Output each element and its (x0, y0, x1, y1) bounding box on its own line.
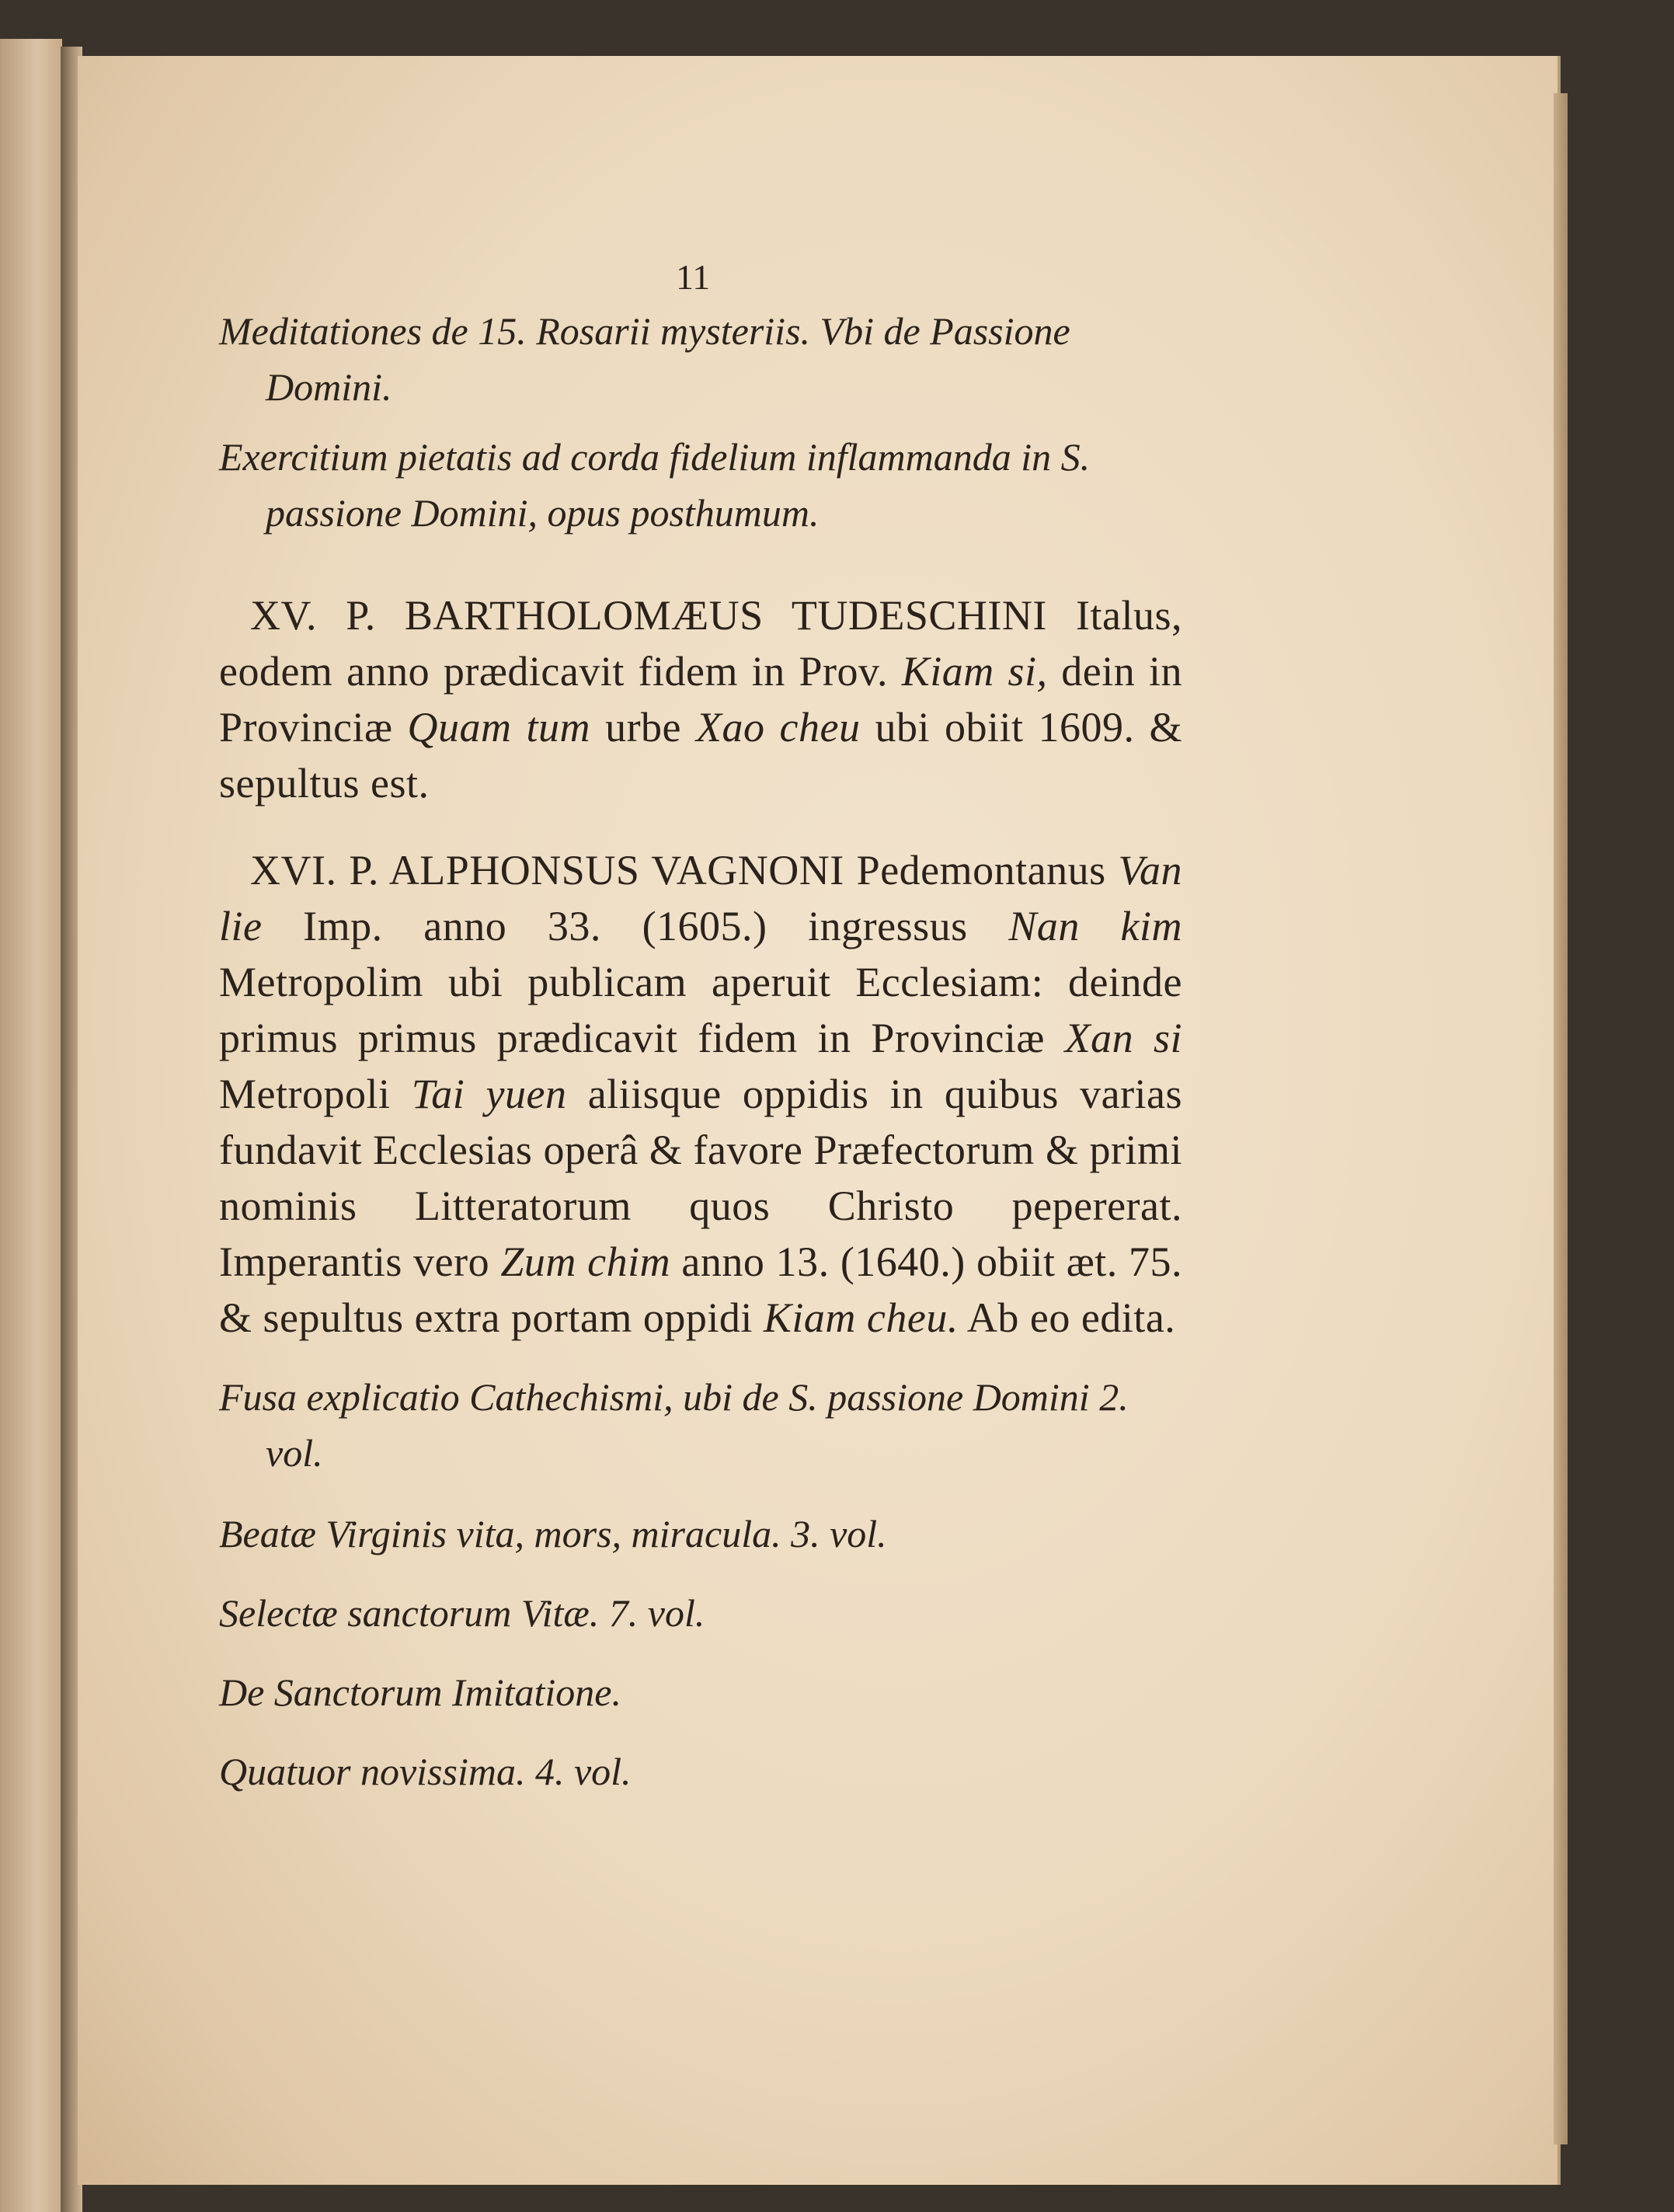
work-title: Fusa explicatio Cathechismi, ubi de S. passione Domini 2. vol. (219, 1375, 1129, 1475)
page-fore-edge (1554, 93, 1568, 2144)
place-name: Xan si (1064, 1015, 1182, 1061)
bio-heading: XVI. P. ALPHONSUS VAGNONI (250, 847, 844, 894)
bio-heading: XV. P. BARTHOLOMÆUS TUDESCHINI (250, 592, 1047, 639)
left-page-edge (0, 39, 62, 2212)
place-name: Xao cheu (696, 704, 861, 751)
emperor-name: Van lie (219, 847, 1183, 949)
work-title: Exercitium pietatis ad corda fidelium inflammanda in S. passione Domini, opus posthumum. (219, 435, 1091, 535)
place-name: Quam tum (407, 704, 591, 751)
work-title: Selectæ sanctorum Vitæ. 7. vol. (219, 1591, 705, 1635)
biography-xv: XV. P. BARTHOLOMÆUS TUDESCHINI Italus, eodem anno prædicavit fidem in Prov. Kiam si, dein in Provinciæ Quam tum urbe Xao cheu ubi obiit 1609. & sepultus est. (219, 592, 1183, 806)
work-title: Quatuor novissima. 4. vol. (219, 1750, 632, 1793)
page-text (219, 249, 1182, 1799)
place-name: Tai yuen (411, 1071, 567, 1117)
work-title: De Sanctorum Imitatione. (219, 1670, 621, 1714)
place-name: Kiam si, (901, 648, 1048, 695)
page-number: 11 (676, 257, 711, 297)
place-name: Nan kim (1008, 903, 1182, 949)
biography-xvi: XVI. P. ALPHONSUS VAGNONI Pedemontanus Van lie Imp. anno 33. (1605.) ingressus Nan kim Metropolim ubi publicam aperuit Ecclesiam: deinde primus primus prædicavit fidem in Provinciæ Xan si Metropoli Tai yuen aliisque oppidis in quibus varias fundavit Ecclesias operâ & favore Præfectorum & primi nominis Litteratorum quos Christo pepererat. Imperantis vero Zum chim anno 13. (1640.) obiit æt. 75. & sepultus extra portam oppidi Kiam cheu. Ab eo edita. (219, 847, 1183, 1341)
place-name: Kiam cheu. (763, 1294, 959, 1341)
work-title: Beatæ Virginis vita, mors, miracula. 3. vol. (219, 1512, 887, 1555)
emperor-name: Zum chim (500, 1238, 671, 1285)
work-title: Meditationes de 15. Rosarii mysteriis. Vbi de Passione Domini. (219, 309, 1070, 409)
